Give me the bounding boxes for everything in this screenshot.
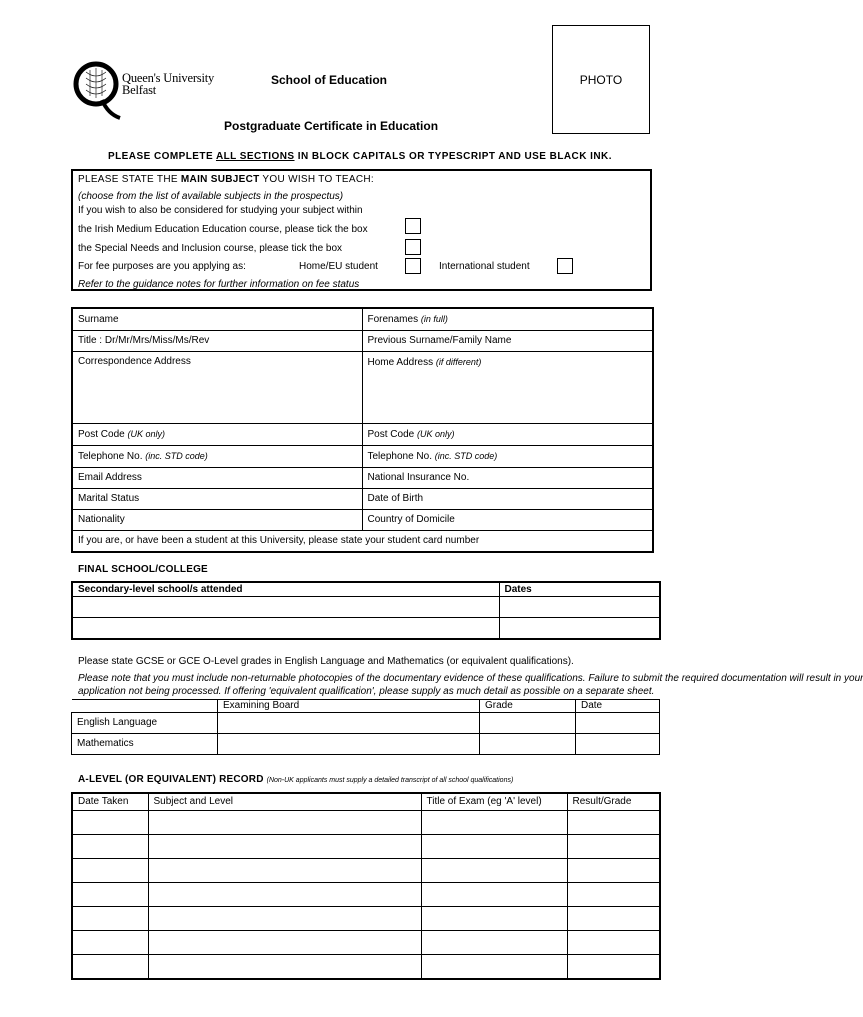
alevel-result-cell[interactable] [567, 859, 660, 883]
title-field[interactable]: Title : Dr/Mr/Mrs/Miss/Ms/Rev [72, 331, 362, 352]
col-grade-header: Grade [480, 700, 576, 713]
logo-line-2: Belfast [122, 83, 157, 97]
domicile-field[interactable]: Country of Domicile [362, 510, 653, 531]
personal-details-table [71, 307, 654, 553]
school-cell[interactable] [72, 618, 499, 639]
home-eu-label: Home/EU student [299, 261, 378, 272]
alevel-subject-cell[interactable] [148, 859, 421, 883]
post-code-home-field[interactable]: Post Code (UK only) [362, 424, 653, 446]
instructions [108, 151, 612, 162]
alevel-result-cell[interactable] [567, 931, 660, 955]
col-dates-header: Dates [499, 582, 660, 597]
alevel-exam-cell[interactable] [421, 811, 567, 835]
photo-label: PHOTO [579, 73, 623, 87]
page-title: Postgraduate Certificate in Education [224, 119, 439, 133]
date-cell[interactable] [576, 734, 660, 755]
alevel-heading: A-LEVEL (OR EQUIVALENT) RECORD (Non-UK applicants must supply a detailed transcript of all school qualifications) [78, 774, 514, 785]
instruction-underlined: ALL SECTIONS [215, 151, 295, 162]
international-label: International student [439, 261, 530, 272]
irish-medium-text: the Irish Medium Education Education course, please tick the box [78, 224, 368, 235]
special-needs-text: the Special Needs and Inclusion course, please tick the box [78, 243, 343, 254]
post-code-field[interactable]: Post Code (UK only) [72, 424, 362, 446]
marital-status-field[interactable]: Marital Status [72, 489, 362, 510]
gcse-intro: Please state GCSE or GCE O-Level grades in English Language and Mathematics (or equivalent qualifications). [78, 656, 574, 667]
gcse-note-line-1: Please note that you must include non-returnable photocopies of the documentary evidence of these qualifications. Failure to submit the required documentation will result in your [78, 673, 863, 684]
date-of-birth-field[interactable]: Date of Birth [362, 489, 653, 510]
instruction-text-2: IN BLOCK CAPITALS OR TYPESCRIPT AND USE BLACK INK. [294, 151, 612, 162]
school-cell[interactable] [72, 597, 499, 618]
alevel-result-cell[interactable] [567, 835, 660, 859]
board-cell[interactable] [218, 713, 480, 734]
col-date-header: Date [576, 700, 660, 713]
alevel-subject-cell[interactable] [148, 931, 421, 955]
nationality-field[interactable]: Nationality [72, 510, 362, 531]
ni-number-field[interactable]: National Insurance No. [362, 468, 653, 489]
telephone-field[interactable]: Telephone No. (inc. STD code) [72, 446, 362, 468]
alevel-exam-cell[interactable] [421, 931, 567, 955]
gcse-note-line-2: application not being processed. If offering 'equivalent qualification', please supply as much detail as possible on a separate sheet. [78, 686, 655, 697]
alevel-exam-cell[interactable] [421, 835, 567, 859]
board-cell[interactable] [218, 734, 480, 755]
alevel-subject-cell[interactable] [148, 811, 421, 835]
alevel-exam-cell[interactable] [421, 859, 567, 883]
fee-purposes-text: For fee purposes are you applying as: [78, 261, 246, 272]
col-subject-header: Subject and Level [148, 793, 421, 811]
university-crest-logo [74, 62, 122, 120]
photo-box[interactable] [552, 25, 650, 134]
also-considered-text: If you wish to also be considered for studying your subject within [78, 205, 363, 216]
surname-field[interactable]: Surname [72, 308, 362, 331]
alevel-subject-cell[interactable] [148, 907, 421, 931]
alevel-date-cell[interactable] [72, 835, 148, 859]
email-field[interactable]: Email Address [72, 468, 362, 489]
alevel-result-cell[interactable] [567, 811, 660, 835]
main-subject-label: PLEASE STATE THE MAIN SUBJECT YOU WISH TO TEACH: [78, 174, 374, 185]
grade-cell[interactable] [480, 734, 576, 755]
irish-medium-checkbox[interactable] [405, 218, 421, 234]
alevel-subject-cell[interactable] [148, 883, 421, 907]
col-school-header: Secondary-level school/s attended [72, 582, 499, 597]
alevel-table [71, 792, 661, 980]
alevel-result-cell[interactable] [567, 883, 660, 907]
alevel-date-cell[interactable] [72, 931, 148, 955]
final-school-table [71, 581, 661, 640]
mathematics-label: Mathematics [72, 734, 218, 755]
correspondence-address-field[interactable]: Correspondence Address [72, 352, 362, 424]
special-needs-checkbox[interactable] [405, 239, 421, 255]
student-card-field[interactable]: If you are, or have been a student at this University, please state your student card number [72, 531, 653, 553]
previous-surname-field[interactable]: Previous Surname/Family Name [362, 331, 653, 352]
international-checkbox[interactable] [557, 258, 573, 274]
gcse-blank-header [72, 700, 218, 713]
alevel-date-cell[interactable] [72, 811, 148, 835]
choose-note: (choose from the list of available subjects in the prospectus) [78, 191, 344, 202]
school-name: School of Education [271, 73, 387, 87]
instruction-text-1: PLEASE COMPLETE [108, 151, 216, 162]
logo-line-1: Queen's University [122, 71, 215, 85]
fee-guidance-note: Refer to the guidance notes for further information on fee status [78, 279, 360, 290]
dates-cell[interactable] [499, 618, 660, 639]
alevel-date-cell[interactable] [72, 859, 148, 883]
alevel-exam-cell[interactable] [421, 955, 567, 979]
col-board-header: Examining Board [218, 700, 480, 713]
telephone-home-field[interactable]: Telephone No. (inc. STD code) [362, 446, 653, 468]
date-cell[interactable] [576, 713, 660, 734]
home-eu-checkbox[interactable] [405, 258, 421, 274]
alevel-result-cell[interactable] [567, 907, 660, 931]
alevel-subject-cell[interactable] [148, 835, 421, 859]
alevel-date-cell[interactable] [72, 883, 148, 907]
gcse-table [71, 699, 660, 755]
forenames-field[interactable]: Forenames (in full) [362, 308, 653, 331]
alevel-subject-cell[interactable] [148, 955, 421, 979]
grade-cell[interactable] [480, 713, 576, 734]
col-result-header: Result/Grade [567, 793, 660, 811]
alevel-result-cell[interactable] [567, 955, 660, 979]
home-address-field[interactable]: Home Address (if different) [362, 352, 653, 424]
alevel-date-cell[interactable] [72, 955, 148, 979]
col-date-taken-header: Date Taken [72, 793, 148, 811]
final-school-heading: FINAL SCHOOL/COLLEGE [78, 564, 208, 575]
university-logo-text [122, 72, 214, 96]
alevel-exam-cell[interactable] [421, 907, 567, 931]
alevel-exam-cell[interactable] [421, 883, 567, 907]
dates-cell[interactable] [499, 597, 660, 618]
col-exam-header: Title of Exam (eg 'A' level) [421, 793, 567, 811]
alevel-date-cell[interactable] [72, 907, 148, 931]
english-language-label: English Language [72, 713, 218, 734]
